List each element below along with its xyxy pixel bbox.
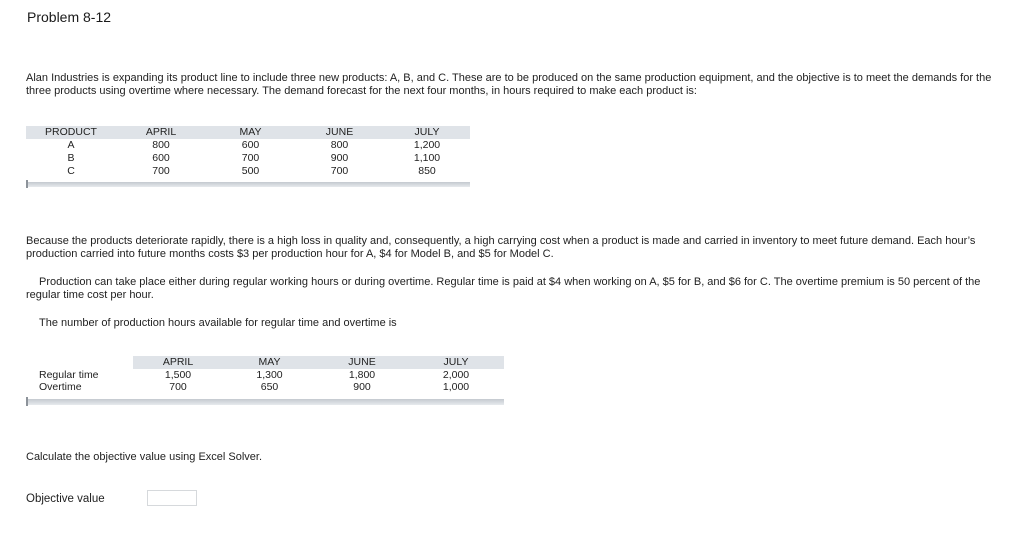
demand-table-footer-bar xyxy=(26,182,470,187)
demand-cell: 800 xyxy=(152,139,170,152)
demand-cell: B xyxy=(67,152,75,165)
capacity-header-june: JUNE xyxy=(316,356,408,369)
demand-cell: 1,200 xyxy=(413,139,441,152)
hours-available-paragraph: The number of production hours available for regular time and overtime is xyxy=(39,317,397,329)
capacity-table xyxy=(26,356,504,394)
demand-header-june: JUNE xyxy=(295,126,384,139)
capacity-row-label: Overtime xyxy=(39,381,82,393)
carrying-cost-paragraph: Because the products deteriorate rapidly, there is a high loss in quality and, consequently, a high carrying cost when a product is made and carried in inventory to meet future demand. Each hour’s production carried into future months costs $3 per production hour for A, $4 for Model B, and $5 for Model C. xyxy=(26,235,976,260)
demand-cell: 800 xyxy=(330,139,349,152)
demand-cell: 600 xyxy=(241,139,260,152)
task-instruction: Calculate the objective value using Excel Solver. xyxy=(26,451,263,463)
demand-table-footer-edge xyxy=(26,180,28,188)
demand-row-c xyxy=(26,165,470,178)
capacity-cell: 650 xyxy=(260,381,279,393)
demand-cell: 700 xyxy=(330,165,349,178)
problem-title: Problem 8-12 xyxy=(27,9,112,25)
capacity-table-footer-edge xyxy=(26,397,28,406)
regular-overtime-paragraph: Production can take place either during regular working hours or during overtime. Regular time is paid at $4 when working on A, $5 for B, and $6 for C. The overtime premium is 50 percent of the regular time cost per hour. xyxy=(26,276,981,301)
capacity-row-overtime xyxy=(26,381,504,394)
demand-header-april: APRIL xyxy=(116,126,206,139)
capacity-cell: 2,000 xyxy=(442,368,470,381)
demand-cell: 600 xyxy=(152,152,170,165)
capacity-cell: 1,800 xyxy=(348,368,376,381)
capacity-cell: 1,500 xyxy=(164,368,192,381)
capacity-cell: 700 xyxy=(169,381,187,393)
demand-cell: C xyxy=(67,165,75,178)
demand-row-b xyxy=(26,152,470,165)
capacity-header-blank xyxy=(26,356,133,369)
demand-cell: 1,100 xyxy=(413,152,441,165)
capacity-table-footer-bar xyxy=(26,399,504,405)
capacity-row-regular xyxy=(26,369,504,382)
demand-header-product: PRODUCT xyxy=(26,126,116,139)
intro-paragraph: Alan Industries is expanding its product line to include three new products: A, B, and C. These are to be produced on the same production equipment, and the objective is to meet the demands for the three products using overtime where necessary. The demand forecast for the next four months, in hours required to make each product is: xyxy=(26,72,992,97)
demand-cell: 850 xyxy=(418,165,436,178)
capacity-header-july: JULY xyxy=(408,356,504,369)
objective-value-label: Objective value xyxy=(26,493,105,505)
demand-row-a xyxy=(26,139,470,152)
objective-value-input[interactable] xyxy=(147,490,197,506)
demand-cell: 700 xyxy=(152,165,170,178)
demand-cell: A xyxy=(67,139,75,152)
demand-cell: 900 xyxy=(330,152,349,165)
capacity-header-may: MAY xyxy=(223,356,316,369)
capacity-cell: 900 xyxy=(353,381,371,393)
demand-header-july: JULY xyxy=(384,126,470,139)
demand-table-header xyxy=(26,126,470,139)
capacity-row-label: Regular time xyxy=(39,368,99,381)
demand-cell: 500 xyxy=(241,165,260,178)
demand-cell: 700 xyxy=(241,152,260,165)
demand-header-may: MAY xyxy=(206,126,295,139)
capacity-cell: 1,000 xyxy=(442,381,470,393)
capacity-header-april: APRIL xyxy=(133,356,223,369)
demand-table xyxy=(26,126,470,178)
capacity-table-header xyxy=(26,356,504,369)
capacity-cell: 1,300 xyxy=(256,368,283,381)
